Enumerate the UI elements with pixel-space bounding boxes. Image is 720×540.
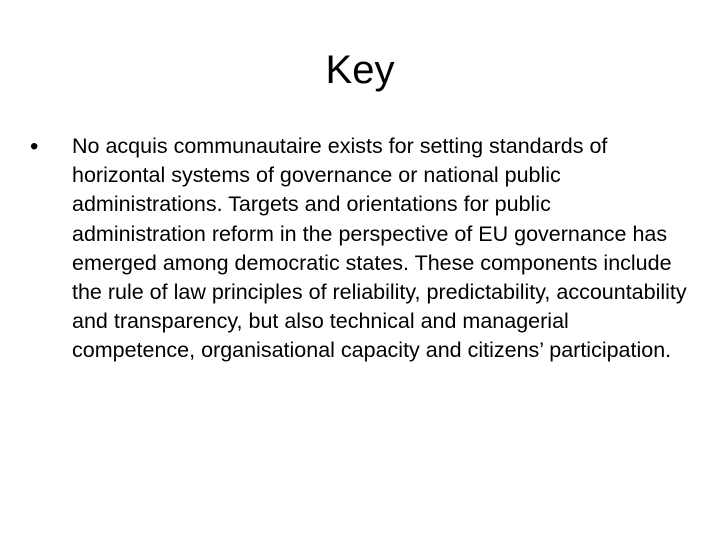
bullet-text: No acquis communautaire exists for setting standards of horizontal systems of governance or national public administrations. Targets and orientations for public administration reform in the perspective of EU governance has emerged among democratic states. These components include the rule of law principles of reliability, predictability, accountability and transparency, but also technical and managerial competence, organisational capacity and citizens’ participation. — [72, 134, 687, 363]
bullet-marker: • — [30, 133, 39, 160]
slide-body — [30, 132, 690, 366]
slide-title: Key — [325, 48, 395, 92]
bullet-item — [30, 132, 690, 366]
